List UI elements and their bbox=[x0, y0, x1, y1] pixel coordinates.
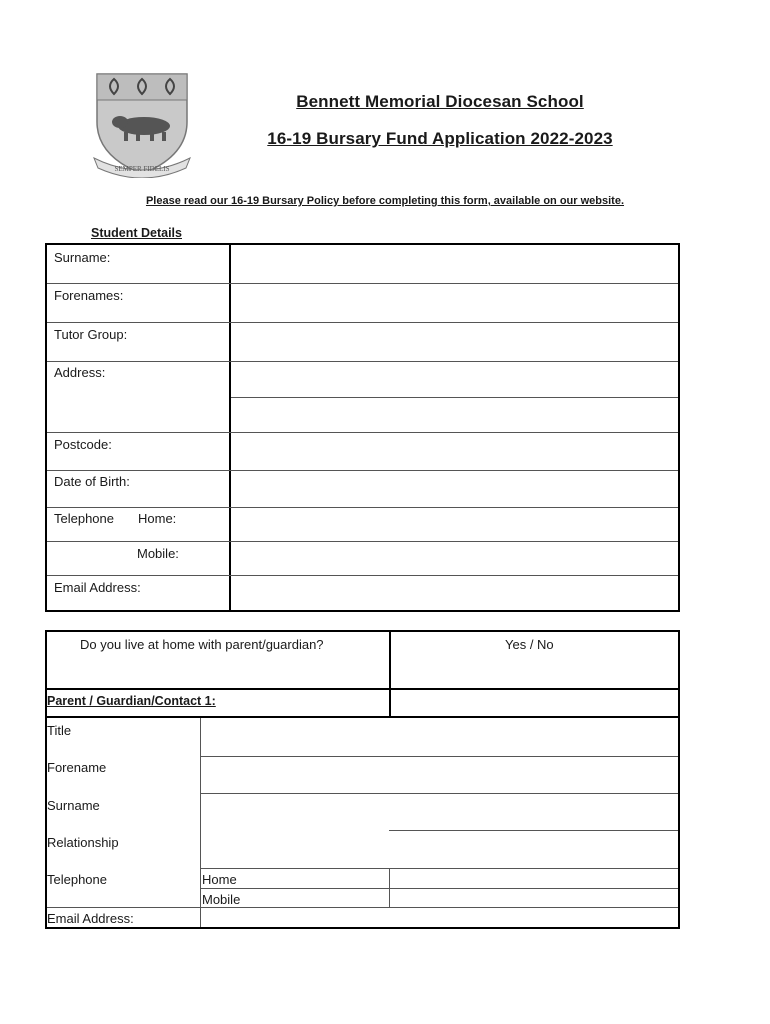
home-phone-field[interactable] bbox=[233, 508, 678, 541]
address-label: Address: bbox=[54, 365, 106, 380]
contact-forename-field[interactable] bbox=[201, 757, 678, 793]
email-label: Email Address: bbox=[54, 580, 141, 595]
yes-no-option[interactable]: Yes / No bbox=[505, 637, 554, 652]
tutor-group-field[interactable] bbox=[233, 323, 678, 361]
mobile-field[interactable] bbox=[233, 542, 678, 575]
crest-motto: SEMPER FIDELIS bbox=[114, 165, 170, 173]
surname-field[interactable] bbox=[233, 245, 678, 283]
home-phone-label: Home: bbox=[138, 511, 177, 526]
contact-email-field[interactable] bbox=[201, 908, 678, 927]
tutor-group-label: Tutor Group: bbox=[54, 327, 128, 342]
address-field-line1[interactable] bbox=[233, 362, 678, 397]
contact-email-label: Email Address: bbox=[47, 911, 134, 926]
contact-table bbox=[45, 630, 680, 929]
surname-label: Surname: bbox=[54, 250, 111, 265]
mobile-label: Mobile: bbox=[137, 546, 179, 561]
student-details-table bbox=[45, 243, 680, 612]
dob-label: Date of Birth: bbox=[54, 474, 130, 489]
school-name: Bennett Memorial Diocesan School bbox=[296, 92, 584, 111]
contact-forename-label: Forename bbox=[47, 760, 107, 775]
contact-relationship-label: Relationship bbox=[47, 835, 119, 850]
postcode-field[interactable] bbox=[233, 433, 678, 470]
contact-surname-field[interactable] bbox=[201, 794, 678, 830]
contact-title-label: Title bbox=[47, 723, 72, 738]
contact-mobile-label: Mobile bbox=[202, 892, 241, 907]
contact-telephone-label: Telephone bbox=[47, 872, 107, 887]
policy-notice: Please read our 16-19 Bursary Policy before completing this form, available on our website. bbox=[145, 195, 625, 207]
dob-field[interactable] bbox=[233, 471, 678, 507]
school-crest-logo bbox=[92, 70, 192, 178]
contact-home-phone-field[interactable] bbox=[390, 869, 678, 888]
telephone-label: Telephone bbox=[54, 511, 114, 526]
contact-title-field[interactable] bbox=[201, 718, 678, 756]
forenames-label: Forenames: bbox=[54, 288, 124, 303]
postcode-label: Postcode: bbox=[54, 437, 112, 452]
form-title: 16-19 Bursary Fund Application 2022-2023 bbox=[267, 129, 613, 148]
address-field-line2[interactable] bbox=[233, 398, 678, 432]
contact-mobile-field[interactable] bbox=[390, 889, 678, 907]
student-details-heading: Student Details bbox=[91, 226, 182, 240]
contact-home-label: Home bbox=[202, 872, 237, 887]
contact-surname-label: Surname bbox=[47, 798, 100, 813]
email-field[interactable] bbox=[233, 576, 678, 610]
forenames-field[interactable] bbox=[233, 284, 678, 322]
contact-relationship-field[interactable] bbox=[201, 831, 678, 868]
live-at-home-question: Do you live at home with parent/guardian? bbox=[80, 637, 324, 652]
contact-1-heading: Parent / Guardian/Contact 1: bbox=[47, 694, 216, 708]
